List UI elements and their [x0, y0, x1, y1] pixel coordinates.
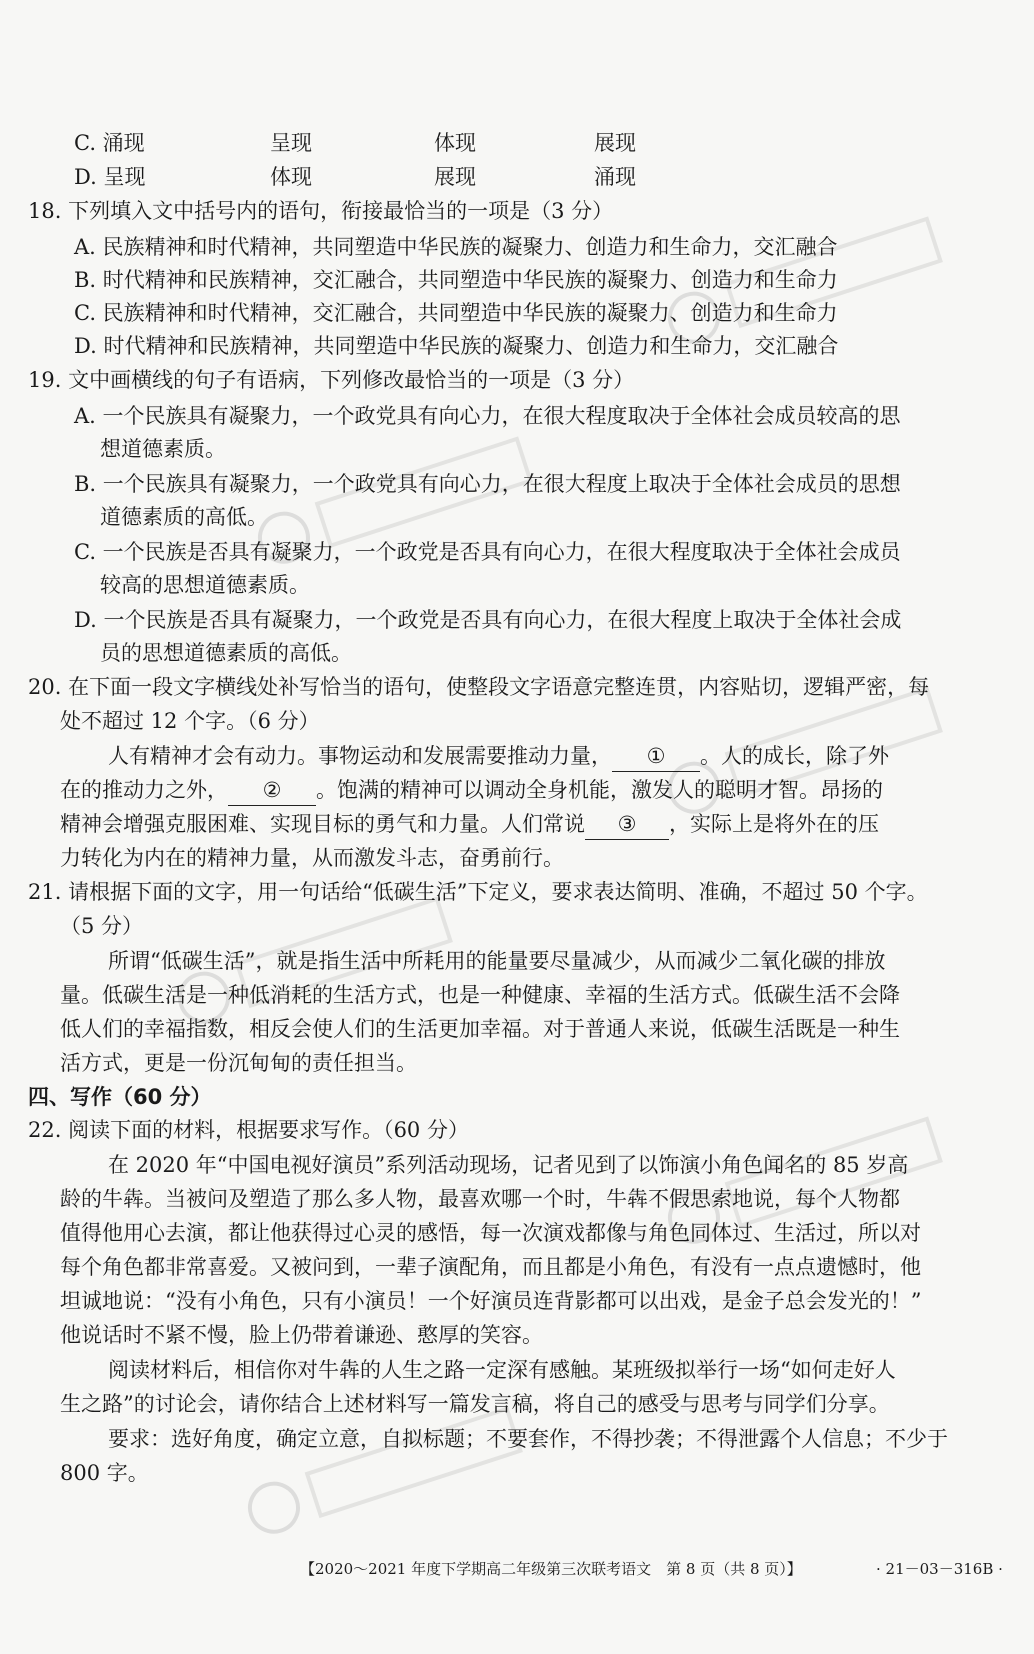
option-word: 展现 — [594, 131, 636, 155]
section-heading: 四、写作（60 分） — [28, 1085, 212, 1109]
q22-passage-line: 龄的牛犇。当被问及塑造了那么多人物，最喜欢哪一个时，牛犇不假思索地说，每个人物都 — [60, 1187, 900, 1211]
q22-stem: 22. 阅读下面的材料，根据要求写作。（60 分） — [28, 1118, 469, 1142]
q22-passage-line: 值得他用心去演，都让他获得过心灵的感悟，每一次演戏都像与角色同体过、生活过，所以对 — [60, 1221, 921, 1245]
q19-option-a-cont: 想道德素质。 — [100, 437, 226, 461]
text: 。饱满的精神可以调动全身机能，激发人的聪明才智。昂扬的 — [316, 778, 883, 802]
option-word: 展现 — [434, 165, 476, 189]
q21-passage-line: 低人们的幸福指数，相反会使人们的生活更加幸福。对于普通人来说，低碳生活既是一种生 — [60, 1017, 900, 1041]
option-word: 涌现 — [594, 165, 636, 189]
q21-stem-cont: （5 分） — [60, 914, 144, 938]
q21-passage-line: 所谓“低碳生活”，就是指生活中所耗用的能量要尽量减少，从而减少二氧化碳的排放 — [108, 949, 886, 973]
q20-passage-line: 力转化为内在的精神力量，从而激发斗志，奋勇前行。 — [60, 846, 564, 870]
q19-option-d-cont: 员的思想道德素质的高低。 — [100, 641, 352, 665]
q17-option-d — [74, 162, 774, 192]
option-label: C. 涌现 — [74, 131, 145, 155]
q18-option-c: C. 民族精神和时代精神，交汇融合，共同塑造中华民族的凝聚力、创造力和生命力 — [74, 301, 838, 325]
q20-passage-line — [60, 809, 879, 840]
q19-stem: 19. 文中画横线的句子有语病，下列修改最恰当的一项是（3 分） — [28, 368, 635, 392]
q22-passage-line: 坦诚地说：“没有小角色，只有小演员！一个好演员连背影都可以出戏，是金子总会发光的！” — [60, 1289, 922, 1313]
q19-option-b: B. 一个民族具有凝聚力，一个政党具有向心力，在很大程度上取决于全体社会成员的思想 — [74, 472, 901, 496]
text: 在的推动力之外， — [60, 778, 228, 802]
q20-passage-line — [60, 775, 883, 806]
blank-3[interactable]: ③ — [585, 809, 669, 840]
q21-passage-line: 量。低碳生活是一种低消耗的生活方式，也是一种健康、幸福的生活方式。低碳生活不会降 — [60, 983, 900, 1007]
q20-stem-cont: 处不超过 12 个字。（6 分） — [60, 709, 320, 733]
option-label: D. 呈现 — [74, 165, 146, 189]
text: 。人的成长，除了外 — [700, 744, 889, 768]
q19-option-c-cont: 较高的思想道德素质。 — [100, 573, 310, 597]
q21-passage-line: 活方式，更是一份沉甸甸的责任担当。 — [60, 1051, 417, 1075]
q22-requirement-cont: 800 字。 — [60, 1461, 149, 1485]
q20-stem: 20. 在下面一段文字横线处补写恰当的语句，使整段文字语意完整连贯，内容贴切，逻辑严密，每 — [28, 675, 930, 699]
q19-option-c: C. 一个民族是否具有凝聚力，一个政党是否具有向心力，在很大程度取决于全体社会成员 — [74, 540, 901, 564]
q18-option-b: B. 时代精神和民族精神，交汇融合，共同塑造中华民族的凝聚力、创造力和生命力 — [74, 268, 838, 292]
q22-passage-line: 在 2020 年“中国电视好演员”系列活动现场，记者见到了以饰演小角色闻名的 85 岁高 — [108, 1153, 909, 1177]
option-word: 呈现 — [270, 131, 312, 155]
q18-option-a: A. 民族精神和时代精神，共同塑造中华民族的凝聚力、创造力和生命力，交汇融合 — [74, 235, 838, 259]
page-footer: 【2020～2021 年度下学期高二年级第三次联考语文 第 8 页（共 8 页）】 — [300, 1560, 802, 1578]
blank-2[interactable]: ② — [228, 775, 316, 806]
q18-stem: 18. 下列填入文中括号内的语句，衔接最恰当的一项是（3 分） — [28, 199, 614, 223]
q18-option-d: D. 时代精神和民族精神，共同塑造中华民族的凝聚力、创造力和生命力，交汇融合 — [74, 334, 839, 358]
text: 精神会增强克服困难、实现目标的勇气和力量。人们常说 — [60, 812, 585, 836]
q21-stem: 21. 请根据下面的文字，用一句话给“低碳生活”下定义，要求表达简明、准确，不超过 50 个字。 — [28, 880, 928, 904]
q22-passage-line: 阅读材料后，相信你对牛犇的人生之路一定深有感触。某班级拟举行一场“如何走好人 — [108, 1358, 896, 1382]
q22-passage-line: 每个角色都非常喜爱。又被问到，一辈子演配角，而且都是小角色，有没有一点点遗憾时，他 — [60, 1255, 921, 1279]
q19-option-b-cont: 道德素质的高低。 — [100, 505, 268, 529]
text: 人有精神才会有动力。事物运动和发展需要推动力量， — [108, 744, 612, 768]
q22-passage-line: 他说话时不紧不慢，脸上仍带着谦逊、憨厚的笑容。 — [60, 1323, 543, 1347]
page-code: · 21－03－316B · — [876, 1560, 1003, 1578]
q22-passage-line: 生之路”的讨论会，请你结合上述材料写一篇发言稿，将自己的感受与思考与同学们分享。 — [60, 1392, 890, 1416]
option-word: 体现 — [434, 131, 476, 155]
q19-option-d: D. 一个民族是否具有凝聚力，一个政党是否具有向心力，在很大程度上取决于全体社会成 — [74, 608, 902, 632]
q20-passage-line — [108, 741, 889, 772]
text: ，实际上是将外在的压 — [669, 812, 879, 836]
q19-option-a: A. 一个民族具有凝聚力，一个政党具有向心力，在很大程度取决于全体社会成员较高的思 — [74, 404, 901, 428]
option-word: 体现 — [270, 165, 312, 189]
blank-1[interactable]: ① — [612, 741, 700, 772]
q17-option-c — [74, 128, 774, 158]
q22-requirement: 要求：选好角度，确定立意，自拟标题；不要套作，不得抄袭；不得泄露个人信息；不少于 — [108, 1427, 948, 1451]
